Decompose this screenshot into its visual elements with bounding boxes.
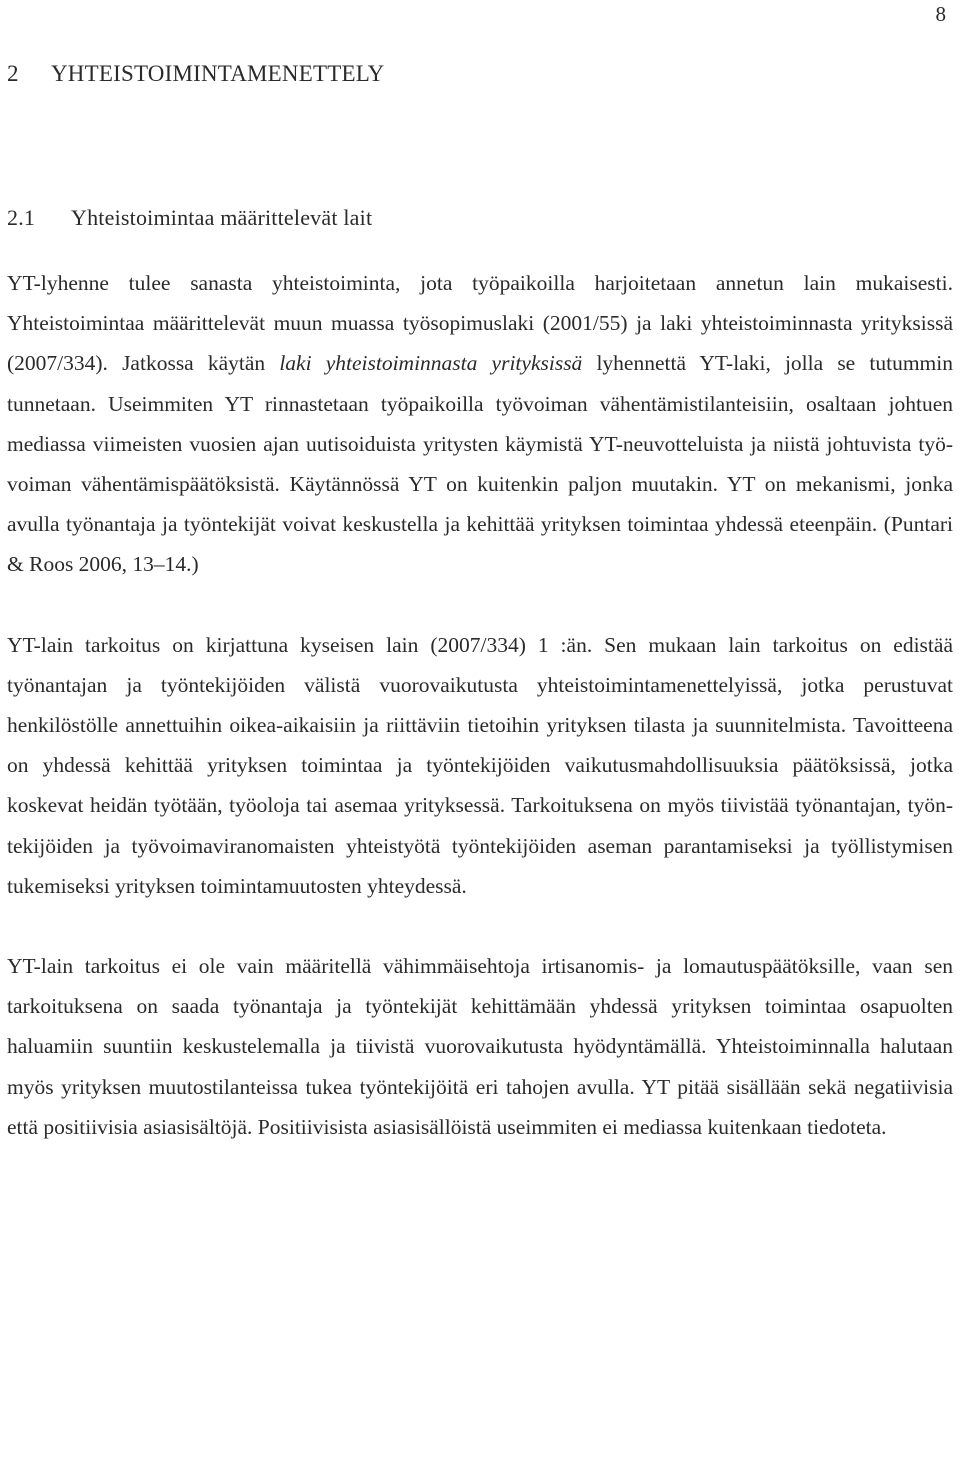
section-title: Yhteistoimintaa määrittelevät lait	[71, 205, 373, 230]
document-body	[7, 54, 953, 1147]
paragraph-1-text-a: YT-lyhenne tulee sanasta yhteistoiminta, jota työpaikoilla harjoitetaan annetun lain mukaisesti. Yhteistoimintaa määrittelevät muun muassa työsopimuslaki (2001/55) ja laki yhteistoiminnasta yrityksissä (2007/334). Jatkossa käytän	[7, 271, 953, 376]
section-heading	[7, 198, 953, 238]
chapter-number: 2	[7, 61, 19, 86]
paragraph-2: YT-lain tarkoitus on kirjattuna kyseisen lain (2007/334) 1 :än. Sen mukaan lain tarkoitus on edistää työnantajan ja työntekijöiden välistä vuorovaikutusta yhteistoimintamenettelyissä, jotka perustuvat henkilöstölle annettuihin oikea-aikaisiin ja riittäviin tietoihin yrityksen tilasta ja suunnitelmista. Tavoitteena on yhdessä kehittää yrityksen toimintaa ja työntekijöiden vaikutusmahdollisuuksia päätöksissä, jotka koskevat heidän työtään, työoloja tai asemaa yrityksessä. Tarkoituksena on myös tiivistää työnantajan, työntekijöiden ja työvoimaviranomaisten yhteistyötä työntekijöiden aseman parantamiseksi ja työllistymisen tukemiseksi yrityksen toimintamuutosten yhteydessä.	[7, 632, 953, 898]
section-number: 2.1	[7, 205, 36, 230]
paragraph-1	[7, 263, 953, 585]
page-number: 8	[935, 2, 946, 26]
paragraph-1-text-b: lyhennettä YT-laki, jolla se tutummin tunnetaan. Useimmiten YT rinnastetaan työpaikoilla työvoiman vähentämistilanteisiin, osaltaan johtuen mediassa viimeisten vuosien ajan uutisoiduista yritysten käymistä YT-neuvotteluista ja niistä johtuvista työvoiman vähentämispäätöksistä. Käytännössä YT on kuitenkin paljon muutakin. YT on mekanismi, jonka avulla työnantaja ja työntekijät voivat keskustella ja kehittää yrityksen toimintaa yhdessä eteenpäin. (Puntari & Roos 2006, 13–14.)	[7, 351, 953, 577]
paragraph-1-italic-law-name: laki yhteistoiminnasta yrityksissä	[279, 351, 583, 376]
chapter-heading	[7, 54, 953, 94]
chapter-title: YHTEISTOIMINTAMENETTELY	[51, 61, 385, 86]
paragraph-3: YT-lain tarkoitus ei ole vain määritellä vähimmäisehtoja irtisanomis- ja lomautuspäätöksille, vaan sen tarkoituksena on saada työnantaja ja työntekijät kehittämään yhdessä yrityksen toimintaa osapuolten haluamiin suuntiin keskustelemalla ja tiivistä vuorovaikutusta hyödyntämällä. Yhteistoiminnalla halutaan myös yrityksen muutostilanteissa tukea työntekijöitä eri tahojen avulla. YT pitää sisällään sekä negatiivisia että positiivisia asiasisältöjä. Positiivisista asiasisällöistä useimmiten ei mediassa kuitenkaan tiedoteta.	[7, 954, 953, 1139]
